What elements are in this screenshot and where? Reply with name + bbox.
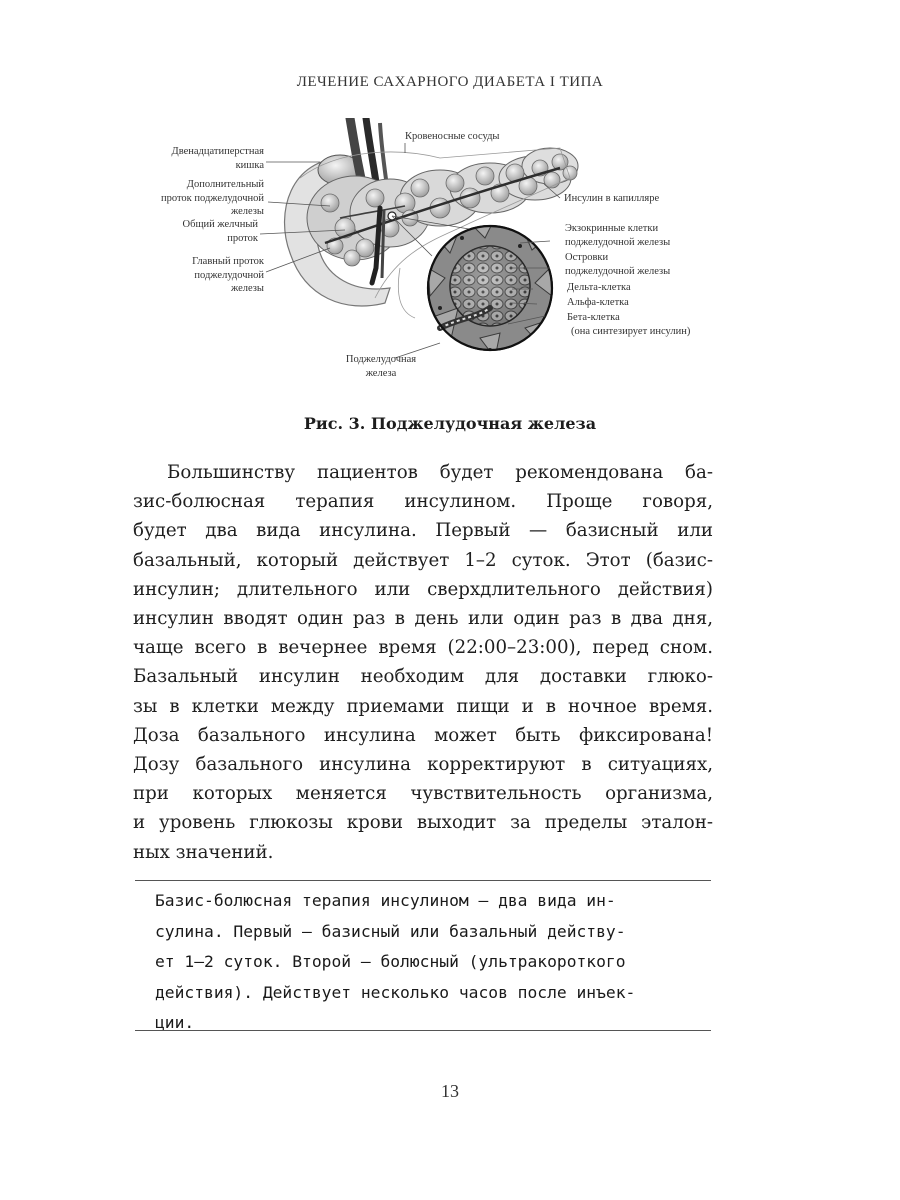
body-line: ных значений. <box>133 841 274 863</box>
body-line: инсулин; длительного или сверхдлительного действия) <box>133 578 713 600</box>
label-duodenum: Двенадцатиперстная кишка <box>171 146 264 171</box>
figure-caption: Рис. 3. Поджелудочная железа <box>303 414 597 433</box>
body-line: при которых меняется чувствительность организма, <box>133 783 713 805</box>
label-delta-cell: Дельта-клетка <box>567 282 631 293</box>
note-line: Базис-болюсная терапия инсулином — два вида ин- <box>155 891 616 910</box>
label-beta-cell: Бета-клетка (она синтезирует инсулин) <box>567 312 691 337</box>
running-head: ЛЕЧЕНИЕ САХАРНОГО ДИАБЕТА I ТИПА <box>296 74 604 90</box>
body-paragraph <box>133 458 713 867</box>
page-number: 13 <box>441 1081 459 1101</box>
note-line: сулина. Первый — базисный или базальный действу- <box>155 921 626 941</box>
body-line: чаще всего в вечернее время (22:00–23:00), перед сном. <box>133 637 713 659</box>
body-line: Большинству пациентов будет рекомендована ба- <box>167 462 713 483</box>
label-accessory-duct: Дополнительный проток поджелудочной железы <box>160 179 264 217</box>
body-line: Базальный инсулин необходим для доставки глюко- <box>133 666 713 688</box>
note-line: ет 1–2 суток. Второй — болюсный (ультракороткого <box>155 952 626 972</box>
body-line: Доза базального инсулина может быть фиксирована! <box>133 724 713 746</box>
body-line: и уровень глюкозы крови выходит за пределы эталон- <box>133 812 713 834</box>
note-line: ции. <box>155 1013 195 1033</box>
note-line: действия). Действует несколько часов после инъек- <box>155 982 636 1002</box>
label-islets: Островки поджелудочной железы <box>565 252 671 277</box>
pancreas-figure <box>140 118 760 388</box>
label-exocrine-cells: Экзокринные клетки поджелудочной железы <box>565 223 671 248</box>
body-line: базальный, который действует 1–2 суток. Этот (базис- <box>133 549 713 571</box>
note-box <box>155 886 715 1039</box>
label-blood-vessels: Кровеносные сосуды <box>405 131 500 142</box>
note-bottom-rule <box>135 1030 711 1031</box>
label-pancreas: Поджелудочная железа <box>345 354 417 379</box>
label-alpha-cell: Альфа-клетка <box>567 297 629 308</box>
body-line: инсулин вводят один раз в день или один раз в два дня, <box>133 608 713 630</box>
body-line: зис-болюсная терапия инсулином. Проще говоря, <box>133 491 713 513</box>
label-main-duct: Главный проток поджелудочной железы <box>192 256 264 294</box>
body-line: будет два вида инсулина. Первый — базисный или <box>133 520 713 542</box>
islet-magnified <box>428 218 555 358</box>
body-line: Дозу базального инсулина корректируют в ситуациях, <box>133 754 713 776</box>
note-top-rule <box>135 880 711 881</box>
body-line: зы в клетки между приемами пищи и в ночное время. <box>133 695 713 717</box>
label-bile-duct: Общий желчный проток <box>182 219 258 244</box>
label-insulin-capillary: Инсулин в капилляре <box>564 193 660 204</box>
